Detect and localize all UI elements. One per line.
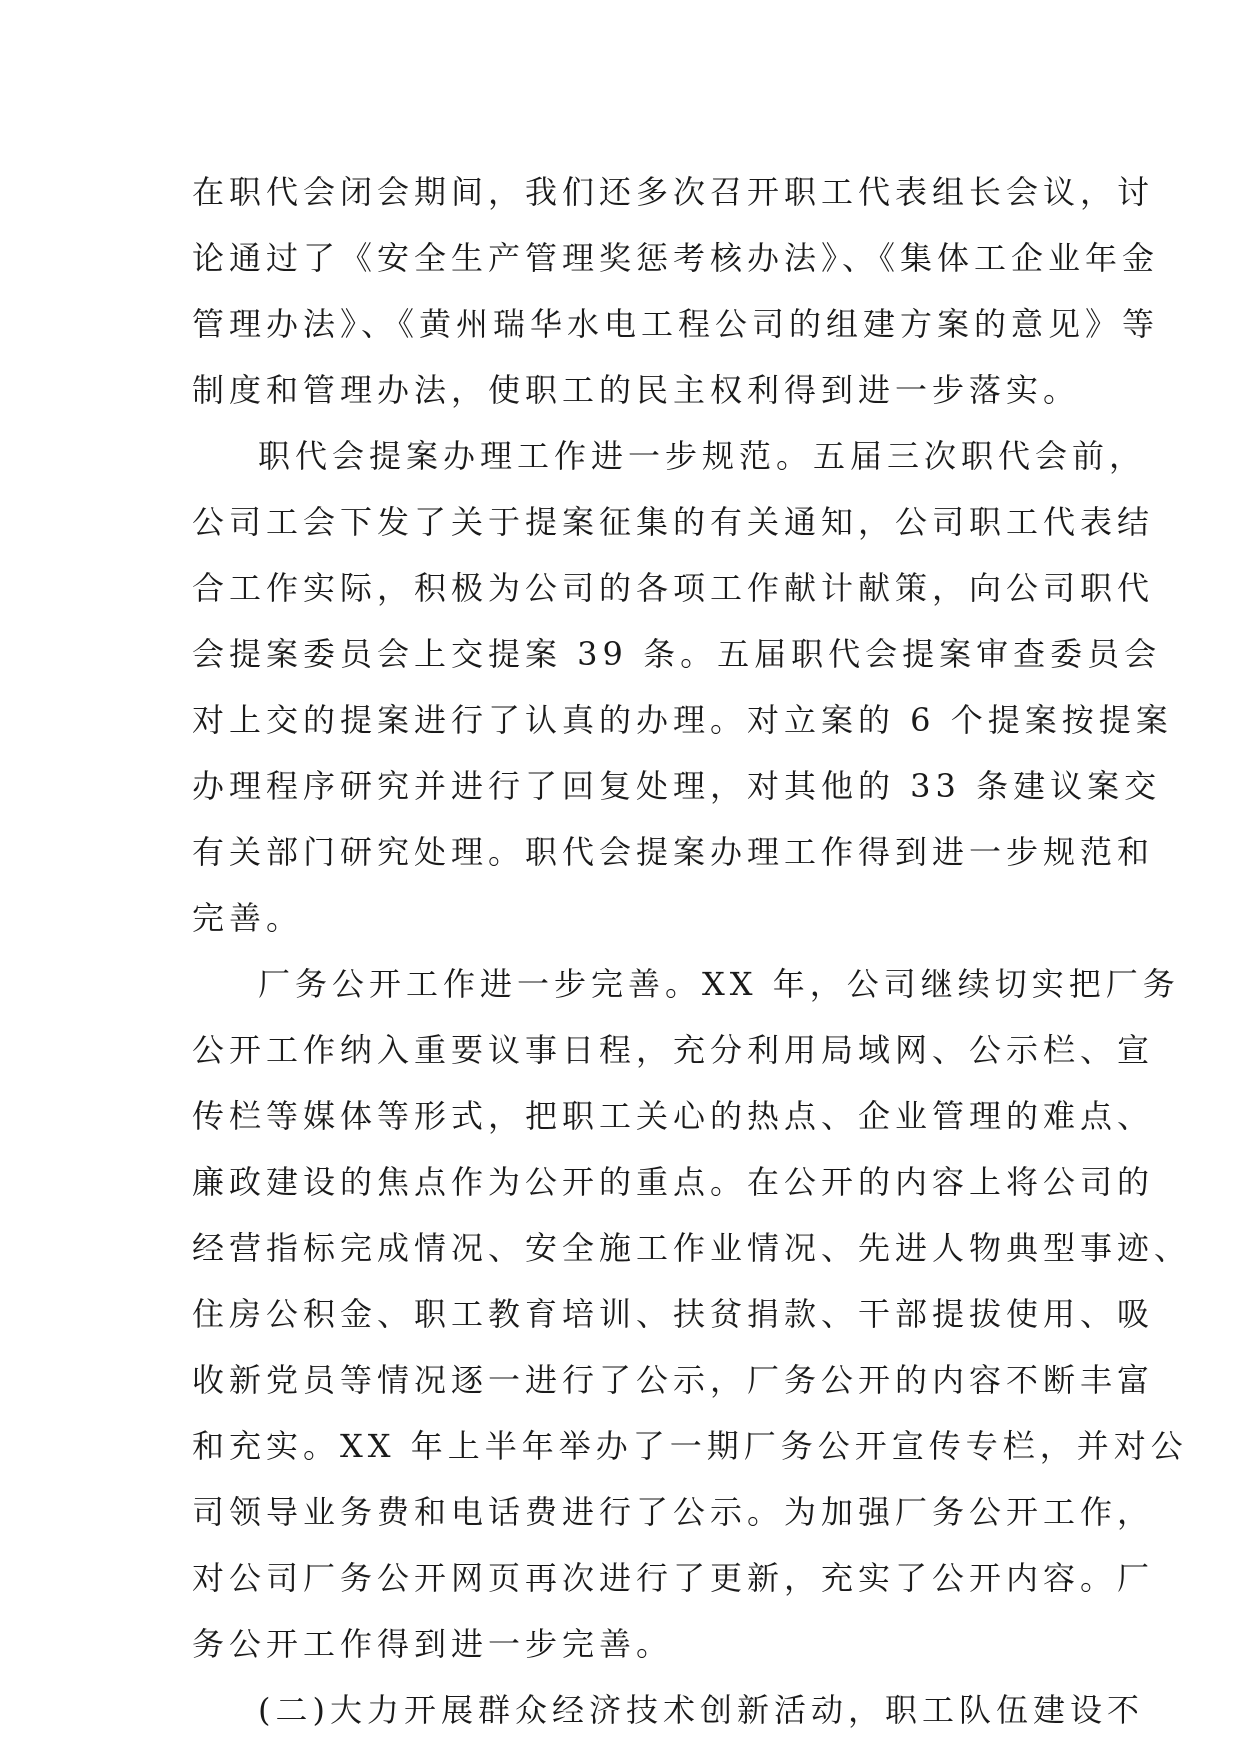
text-line: 司领导业务费和电话费进行了公示。为加强厂务公开工作， xyxy=(192,1493,1155,1531)
text-line: 办理程序研究并进行了回复处理，对其他的 33 条建议案交 xyxy=(192,767,1162,805)
text-line: 制度和管理办法，使职工的民主权利得到进一步落实。 xyxy=(192,371,1081,409)
paragraph-section-heading xyxy=(192,1677,1144,1743)
text-line: 对上交的提案进行了认真的办理。对立案的 6 个提案按提案 xyxy=(192,701,1173,739)
text-line: 完善。 xyxy=(192,899,304,937)
text-line: 职代会提案办理工作进一步规范。五届三次职代会前， xyxy=(258,437,1147,475)
text-line: 公司工会下发了关于提案征集的有关通知，公司职工代表结 xyxy=(192,503,1155,541)
text-line: 对公司厂务公开网页再次进行了更新，充实了公开内容。厂 xyxy=(192,1559,1155,1597)
text-line: 廉政建设的焦点作为公开的重点。在公开的内容上将公司的 xyxy=(192,1163,1155,1201)
text-line: 在职代会闭会期间，我们还多次召开职工代表组长会议，讨 xyxy=(192,173,1155,211)
section-heading-line: (二)大力开展群众经济技术创新活动，职工队伍建设不 xyxy=(258,1691,1144,1729)
text-line: 公开工作纳入重要议事日程，充分利用局域网、公示栏、宣 xyxy=(192,1031,1155,1069)
text-line: 管理办法》、《黄州瑞华水电工程公司的组建方案的意见》等 xyxy=(192,305,1160,343)
text-line: 收新党员等情况逐一进行了公示，厂务公开的内容不断丰富 xyxy=(192,1361,1155,1399)
text-line: 有关部门研究处理。职代会提案办理工作得到进一步规范和 xyxy=(192,833,1155,871)
text-line: 住房公积金、职工教育培训、扶贫捐款、干部提拔使用、吸 xyxy=(192,1295,1155,1333)
document-body xyxy=(192,159,1192,1743)
text-line: 经营指标完成情况、安全施工作业情况、先进人物典型事迹、 xyxy=(192,1229,1192,1267)
text-line: 厂务公开工作进一步完善。XX 年，公司继续切实把厂务 xyxy=(258,965,1180,1003)
text-line: 论通过了《安全生产管理奖惩考核办法》、《集体工企业年金 xyxy=(192,239,1160,277)
text-line: 会提案委员会上交提案 39 条。五届职代会提案审查委员会 xyxy=(192,635,1162,673)
text-line: 务公开工作得到进一步完善。 xyxy=(192,1625,674,1663)
text-line: 和充实。XX 年上半年举办了一期厂务公开宣传专栏，并对公 xyxy=(192,1427,1188,1465)
text-line: 合工作实际，积极为公司的各项工作献计献策，向公司职代 xyxy=(192,569,1155,607)
paragraph-democratic-rights xyxy=(192,159,1160,423)
paragraph-proposal-handling xyxy=(192,423,1173,951)
paragraph-factory-affairs xyxy=(192,951,1192,1677)
text-line: 传栏等媒体等形式，把职工关心的热点、企业管理的难点、 xyxy=(192,1097,1155,1135)
